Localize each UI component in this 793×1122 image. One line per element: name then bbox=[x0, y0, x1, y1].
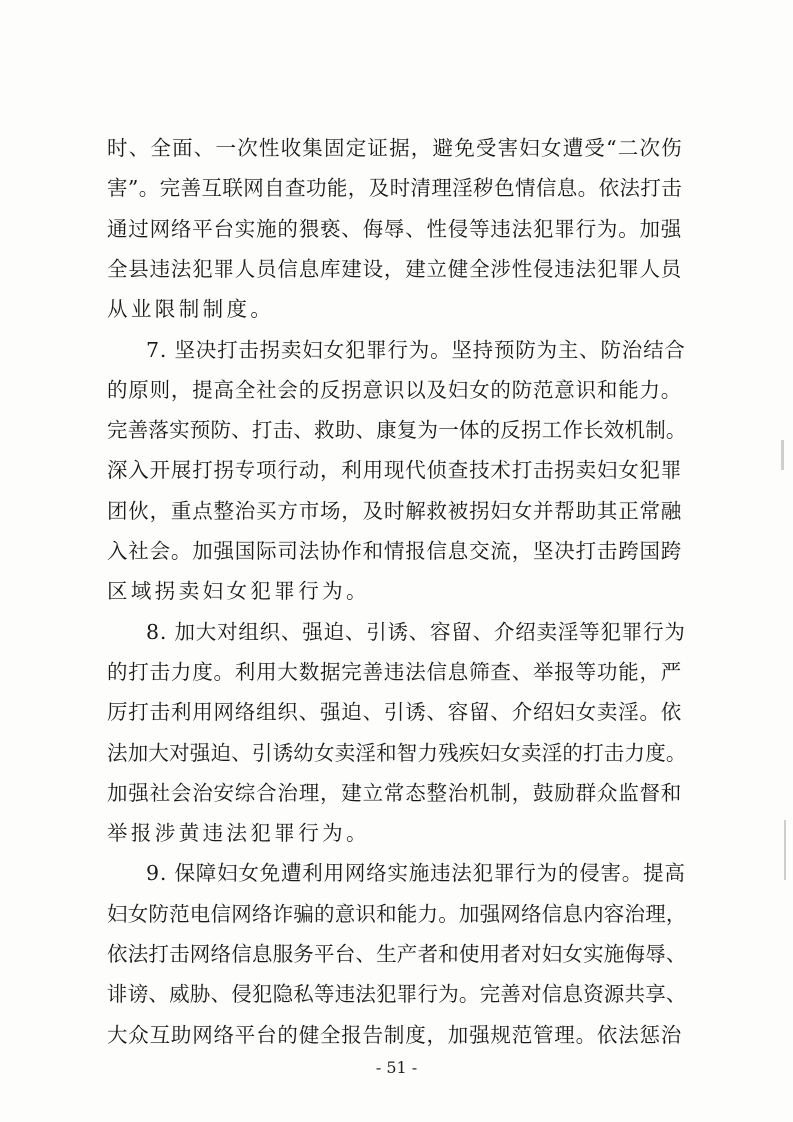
paragraph-line: 诽谤、威胁、侵犯隐私等违法犯罪行为。完善对信息资源共享、 bbox=[107, 982, 687, 1007]
paragraph-8-heading-line: 8. 加大对组织、强迫、引诱、容留、介绍卖淫等犯罪行为 bbox=[146, 619, 686, 644]
paragraph-line: 从业限制制度。 bbox=[107, 297, 275, 322]
paragraph-line: 举报涉黄违法犯罪行为。 bbox=[107, 821, 370, 846]
page-number: - 51 - bbox=[375, 1058, 418, 1077]
paragraph-line: 时、全面、一次性收集固定证据，避免受害妇女遭受“二次伤 bbox=[107, 136, 683, 160]
paragraph-line: 的打击力度。利用大数据完善违法信息筛查、举报等功能，严 bbox=[107, 659, 683, 684]
paragraph-line: 全县违法犯罪人员信息库建设，建立健全涉性侵违法犯罪人员 bbox=[107, 256, 683, 281]
paragraph-7-heading-line: 7. 坚决打击拐卖妇女犯罪行为。坚持预防为主、防治结合 bbox=[146, 337, 686, 362]
paragraph-line: 区域拐卖妇女犯罪行为。 bbox=[107, 579, 370, 604]
scan-mark bbox=[784, 820, 786, 880]
paragraph-line: 团伙，重点整治买方市场，及时解救被拐妇女并帮助其正常融 bbox=[107, 498, 683, 523]
paragraph-line: 深入开展打拐专项行动，利用现代侦查技术打击拐卖妇女犯罪 bbox=[107, 458, 683, 483]
paragraph-line: 的原则，提高全社会的反拐意识以及妇女的防范意识和能力。 bbox=[107, 377, 683, 402]
paragraph-line: 入社会。加强国际司法协作和情报信息交流，坚决打击跨国跨 bbox=[107, 539, 683, 563]
scan-mark bbox=[781, 440, 784, 470]
paragraph-line: 完善落实预防、打击、救助、康复为一体的反拐工作长效机制。 bbox=[107, 418, 687, 443]
paragraph-line: 大众互助网络平台的健全报告制度，加强规范管理。依法惩治 bbox=[107, 1022, 683, 1047]
paragraph-line: 害”。完善互联网自查功能，及时清理淫秽色情信息。依法打击 bbox=[107, 176, 683, 201]
paragraph-line: 厉打击利用网络组织、强迫、引诱、容留、介绍妇女卖淫。依 bbox=[107, 700, 683, 725]
paragraph-line: 依法打击网络信息服务平台、生产者和使用者对妇女实施侮辱、 bbox=[107, 942, 687, 966]
paragraph-line: 通过网络平台实施的猥亵、侮辱、性侵等违法犯罪行为。加强 bbox=[107, 216, 683, 241]
paragraph-line: 妇女防范电信网络诈骗的意识和能力。加强网络信息内容治理， bbox=[107, 901, 687, 926]
paragraph-line: 法加大对强迫、引诱幼女卖淫和智力残疾妇女卖淫的打击力度。 bbox=[107, 740, 687, 765]
paragraph-line: 加强社会治安综合治理，建立常态整治机制，鼓励群众监督和 bbox=[107, 780, 683, 805]
paragraph-9-heading-line: 9. 保障妇女免遭利用网络实施违法犯罪行为的侵害。提高 bbox=[146, 861, 686, 886]
